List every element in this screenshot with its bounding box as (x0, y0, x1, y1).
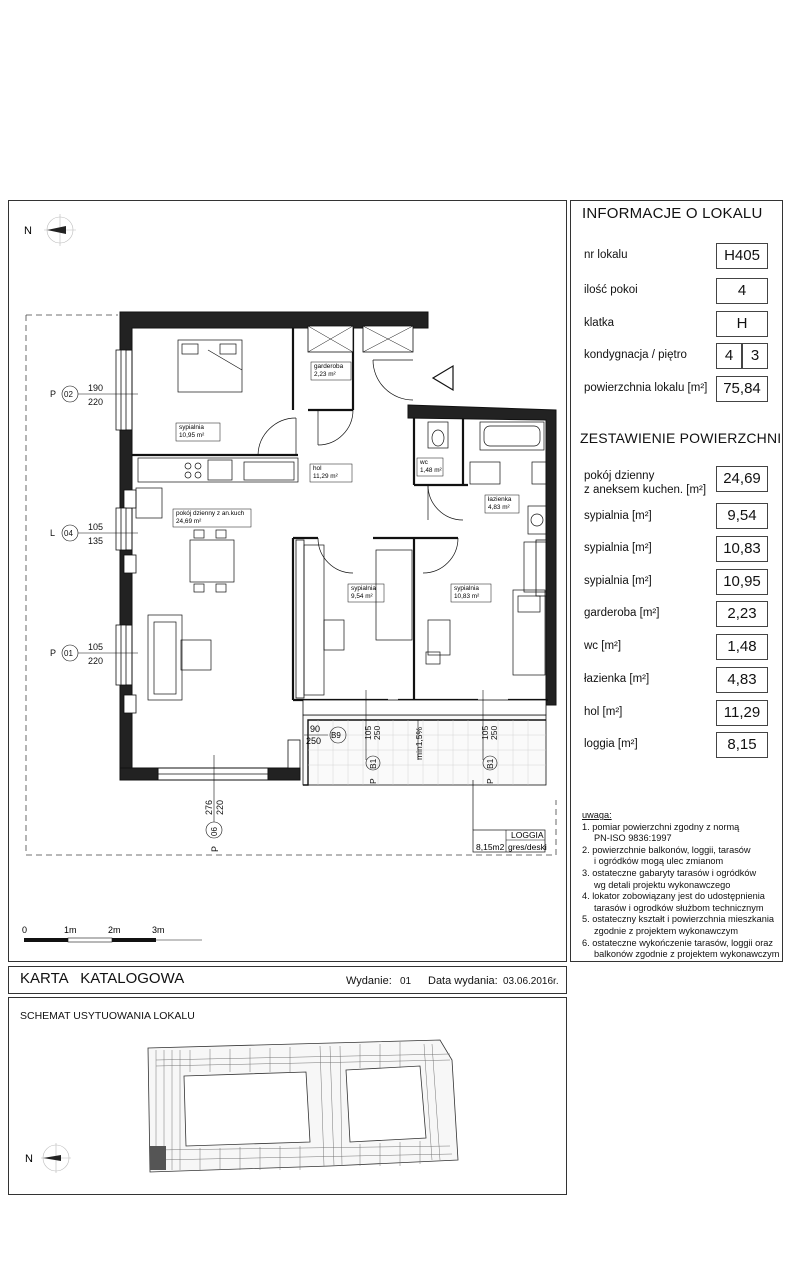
footer-title: KARTA KATALOGOWA (20, 970, 185, 987)
room-area: 2,23 m² (314, 371, 336, 378)
info-value-area: 75,84 (716, 376, 768, 402)
scale-label: 1m (64, 925, 77, 935)
room-area: 10,83 m² (454, 593, 480, 600)
b9-code: B9 (331, 731, 341, 740)
info-label-floor: kondygnacja / piętro (584, 349, 687, 361)
scale-label: 0 (22, 925, 28, 935)
window-num: 02 (64, 390, 73, 399)
room-name: garderoba (314, 363, 344, 370)
room-name: sypialnia (179, 424, 204, 431)
room-area: 11,29 m² (313, 473, 338, 480)
door-type: P (368, 778, 378, 784)
areas-value-bed2: 10,83 (716, 536, 768, 562)
room-label (310, 464, 352, 482)
door-num: B1 (368, 758, 378, 769)
room-name: łazienka (488, 496, 512, 503)
areas-value-wardrobe: 2,23 (716, 601, 768, 627)
window-height: 220 (88, 656, 104, 666)
room-label (348, 584, 384, 602)
note-line: 4. lokator zobowiązany jest do udostępnienia (582, 891, 765, 902)
info-label-stair: klatka (584, 317, 615, 329)
room-label (173, 509, 251, 527)
door-height: 250 (372, 725, 382, 740)
room-name: sypialnia (351, 585, 376, 592)
info-title: INFORMACJE O LOKALU (582, 205, 763, 222)
notes-title: uwaga: (582, 810, 612, 820)
loggia (303, 700, 546, 785)
footer-edition: 01 (400, 976, 412, 987)
door-width: 105 (363, 725, 373, 740)
window-num: 04 (64, 529, 73, 538)
note-line: 2. powierzchnie balkonów, loggii, tarasów (582, 844, 751, 855)
info-value-floor: 3 (742, 343, 768, 369)
note-line: 1. pomiar powierzchni zgodny z normą (582, 821, 740, 832)
areas-value-bath: 4,83 (716, 667, 768, 693)
room-name: hol (313, 465, 322, 472)
note-line: wg detali projektu wykonawczego (594, 879, 731, 890)
room-area: 1,48 m² (420, 467, 442, 474)
info-label-rooms: ilość pokoi (584, 284, 638, 296)
window-type: P (50, 389, 57, 399)
north-arrow-icon (25, 1143, 71, 1173)
areas-label-living-1: pokój dzienny (584, 470, 655, 482)
door-width: 105 (480, 725, 490, 740)
note-line: balkonów zgodnie z projektem wykonawczym (594, 949, 780, 960)
schema-title: SCHEMAT USYTUOWANIA LOKALU (20, 1010, 195, 1022)
window-type: P (210, 845, 220, 852)
window-height: 220 (215, 799, 225, 815)
window-width: 105 (88, 522, 104, 532)
scale-label: 2m (108, 925, 121, 935)
note-line: PN-ISO 9836:1997 (594, 833, 672, 844)
windows (116, 350, 126, 685)
scale-label: 3m (152, 925, 165, 935)
areas-value-hall: 11,29 (716, 700, 768, 726)
notes-block (582, 810, 780, 961)
note-line: 3. ostateczne gabaryty tarasów i ogródków (582, 867, 757, 878)
window-type: L (50, 528, 56, 538)
loggia-label: LOGGIA (511, 830, 544, 840)
note-line: 5. ostateczny kształt i powierzchnia mieszkania (582, 914, 774, 925)
areas-label-loggia: loggia [m²] (584, 738, 638, 750)
areas-value-living: 24,69 (716, 466, 768, 492)
room-area: 9,54 m² (351, 593, 373, 600)
north-label: N (24, 225, 32, 237)
areas-title: ZESTAWIENIE POWIERZCHNI (580, 430, 782, 446)
areas-label-bed3: sypialnia [m²] (584, 575, 652, 587)
info-label-nr: nr lokalu (584, 249, 628, 261)
site-plan (20, 1020, 560, 1190)
room-label (485, 495, 519, 513)
window-symbols (50, 383, 225, 852)
slope-label: min1,5% (414, 726, 424, 760)
areas-value-loggia: 8,15 (716, 732, 768, 758)
loggia-label-box (473, 780, 547, 852)
building-block (148, 1040, 458, 1172)
scale-bar (22, 925, 202, 942)
apartment-location-marker (150, 1146, 166, 1170)
areas-value-wc: 1,48 (716, 634, 768, 660)
entrance-triangle-icon (433, 366, 453, 390)
areas-label-living-2: z aneksem kuchen. [m²] (584, 484, 707, 496)
info-label-area: powierzchnia lokalu [m²] (584, 382, 708, 394)
room-area: 4,83 m² (488, 504, 510, 511)
note-line: 6. ostateczne wykończenie tarasów, loggii oraz (582, 937, 773, 948)
info-value-stair: H (716, 311, 768, 337)
areas-label-hall: hol [m²] (584, 706, 623, 718)
info-value-nr: H405 (716, 243, 768, 269)
room-area: 10,95 m² (179, 432, 205, 439)
info-value-rooms: 4 (716, 278, 768, 304)
north-arrow-icon (24, 214, 76, 246)
door-type: P (485, 778, 495, 784)
north-label: N (25, 1153, 33, 1165)
areas-value-bed1: 9,54 (716, 503, 768, 529)
window-width: 190 (88, 383, 104, 393)
room-label (451, 584, 491, 602)
room-name: sypialnia (454, 585, 479, 592)
window-height: 135 (88, 536, 104, 546)
door-num: B1 (485, 758, 495, 769)
door-height: 250 (489, 725, 499, 740)
room-label (176, 423, 220, 441)
window-width: 276 (204, 799, 214, 815)
areas-label-bed2: sypialnia [m²] (584, 542, 652, 554)
floor-plan (8, 200, 567, 962)
note-line: zgodnie z projektem wykonawczym (594, 925, 738, 936)
window-num: 01 (64, 649, 73, 658)
window-type: P (50, 648, 57, 658)
loggia-finish: gres/deski (508, 842, 547, 852)
room-name: pokój dzienny z an.kuch (176, 510, 245, 517)
window-width: 105 (88, 642, 104, 652)
b9-height: 250 (306, 736, 322, 746)
room-label (311, 362, 351, 380)
areas-label-wc: wc [m²] (584, 640, 622, 652)
room-label (417, 458, 443, 476)
areas-label-wardrobe: garderoba [m²] (584, 607, 660, 619)
info-value-level: 4 (716, 343, 742, 369)
areas-label-living (584, 469, 706, 497)
footer-date-label: Data wydania: (428, 975, 498, 987)
window-height: 220 (88, 397, 104, 407)
window-num: 06 (210, 827, 219, 836)
b9-width: 90 (310, 724, 321, 734)
footer-date: 03.06.2016r. (503, 976, 559, 987)
areas-label-bed1: sypialnia [m²] (584, 510, 652, 522)
note-line: tarasów i ogrodków służbom technicznym (594, 902, 764, 913)
loggia-area: 8,15m2 (476, 842, 505, 852)
footer-edition-label: Wydanie: (346, 975, 392, 987)
areas-label-bath: łazienka [m²] (584, 673, 650, 685)
room-area: 24,69 m² (176, 518, 202, 525)
note-line: i ogródków mogą ulec zmianom (594, 856, 724, 867)
areas-value-bed3: 10,95 (716, 569, 768, 595)
room-name: wc (420, 459, 428, 466)
